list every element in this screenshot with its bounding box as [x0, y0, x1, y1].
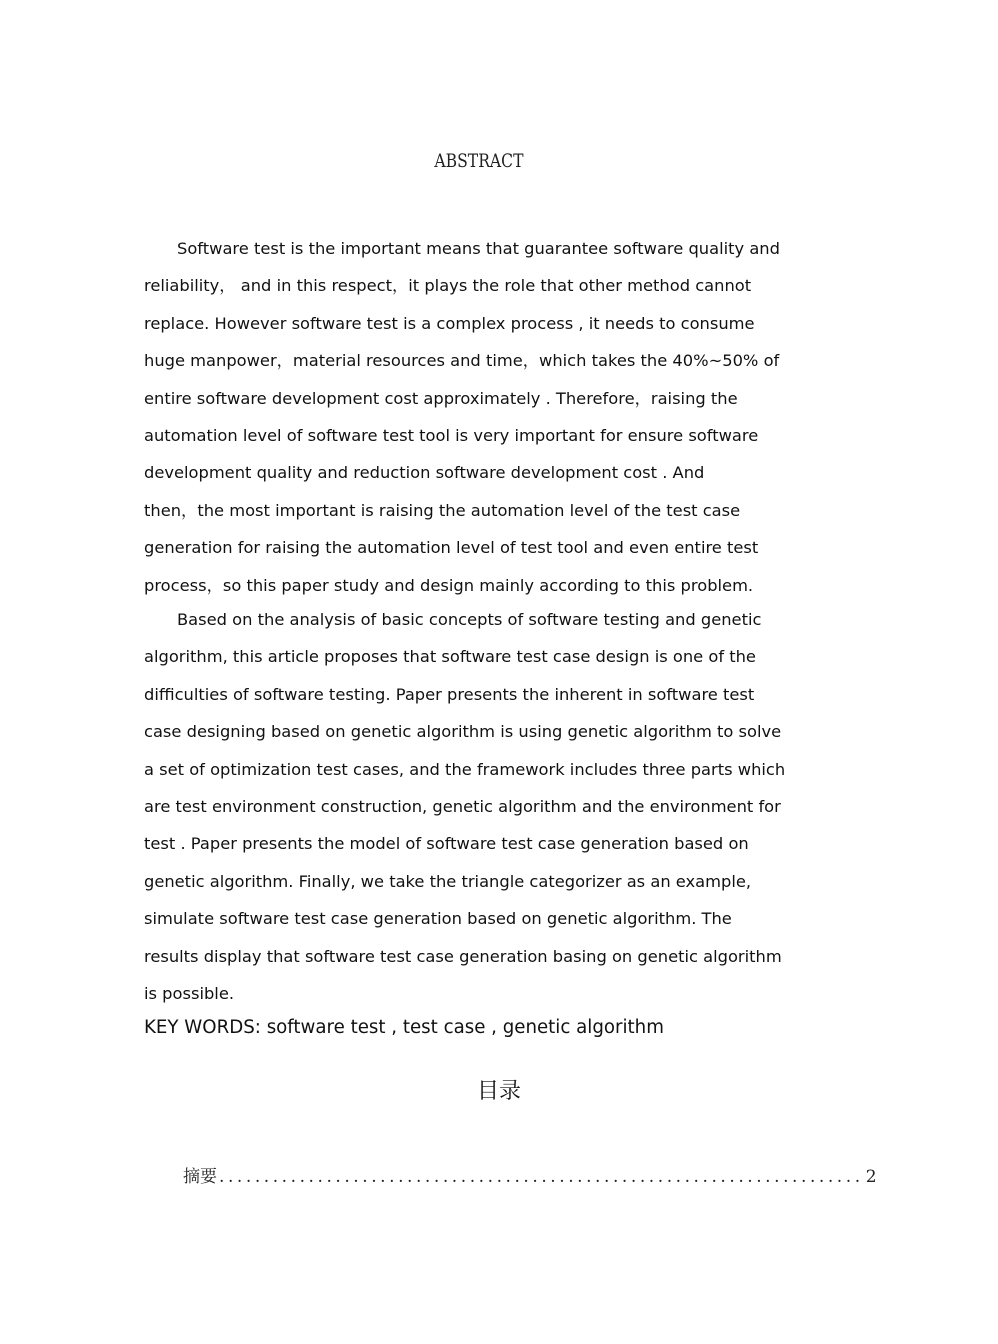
text-line: huge manpower，material resources and time，which takes the 40%~50% of — [144, 351, 780, 371]
text-line: Based on the analysis of basic concepts of software testing and genetic — [177, 610, 762, 629]
abstract-paragraph-2 — [144, 601, 806, 1012]
text-line: a set of optimization test cases, and the framework includes three parts which — [144, 759, 786, 779]
text-line: automation level of software test tool is very important for ensure software — [144, 426, 759, 446]
toc-entry[interactable] — [183, 1162, 877, 1187]
text-line: genetic algorithm. Finally, we take the triangle categorizer as an example, — [144, 871, 752, 891]
text-line: difficulties of software testing. Paper presents the inherent in software test — [144, 684, 755, 704]
text-line: Software test is the important means that guarantee software quality and — [177, 239, 780, 258]
text-line: development quality and reduction software development cost . And — [144, 463, 705, 483]
toc-entry-page-number: 2 — [865, 1167, 877, 1187]
text-line: reliability， and in this respect，it plays the role that other method cannot — [144, 276, 752, 296]
text-line: are test environment construction, genetic algorithm and the environment for — [144, 797, 781, 817]
toc-leader-dots: ........................................................................ — [219, 1167, 864, 1187]
text-line: simulate software test case generation based on genetic algorithm. The — [144, 909, 732, 929]
text-line: generation for raising the automation level of test tool and even entire test — [144, 538, 759, 558]
text-line: then，the most important is raising the automation level of the test case — [144, 500, 741, 520]
abstract-paragraph-1 — [144, 230, 806, 604]
text-line: case designing based on genetic algorithm is using genetic algorithm to solve — [144, 722, 782, 742]
text-line: is possible. — [144, 984, 235, 1004]
toc-title: 目录 — [476, 1079, 521, 1104]
text-line: algorithm, this article proposes that software test case design is one of the — [144, 647, 756, 667]
toc-entry-label: 摘要 — [183, 1167, 217, 1187]
abstract-heading: ABSTRACT — [434, 150, 524, 172]
text-line: results display that software test case generation basing on genetic algorithm — [144, 946, 782, 966]
text-line: test . Paper presents the model of software test case generation based on — [144, 834, 749, 854]
text-line: entire software development cost approximately . Therefore，raising the — [144, 388, 738, 408]
text-line: process，so this paper study and design mainly according to this problem. — [144, 575, 754, 595]
keywords-line: KEY WORDS: software test , test case , genetic algorithm — [144, 1017, 664, 1038]
text-line: replace. However software test is a complex process , it needs to consume — [144, 313, 755, 333]
